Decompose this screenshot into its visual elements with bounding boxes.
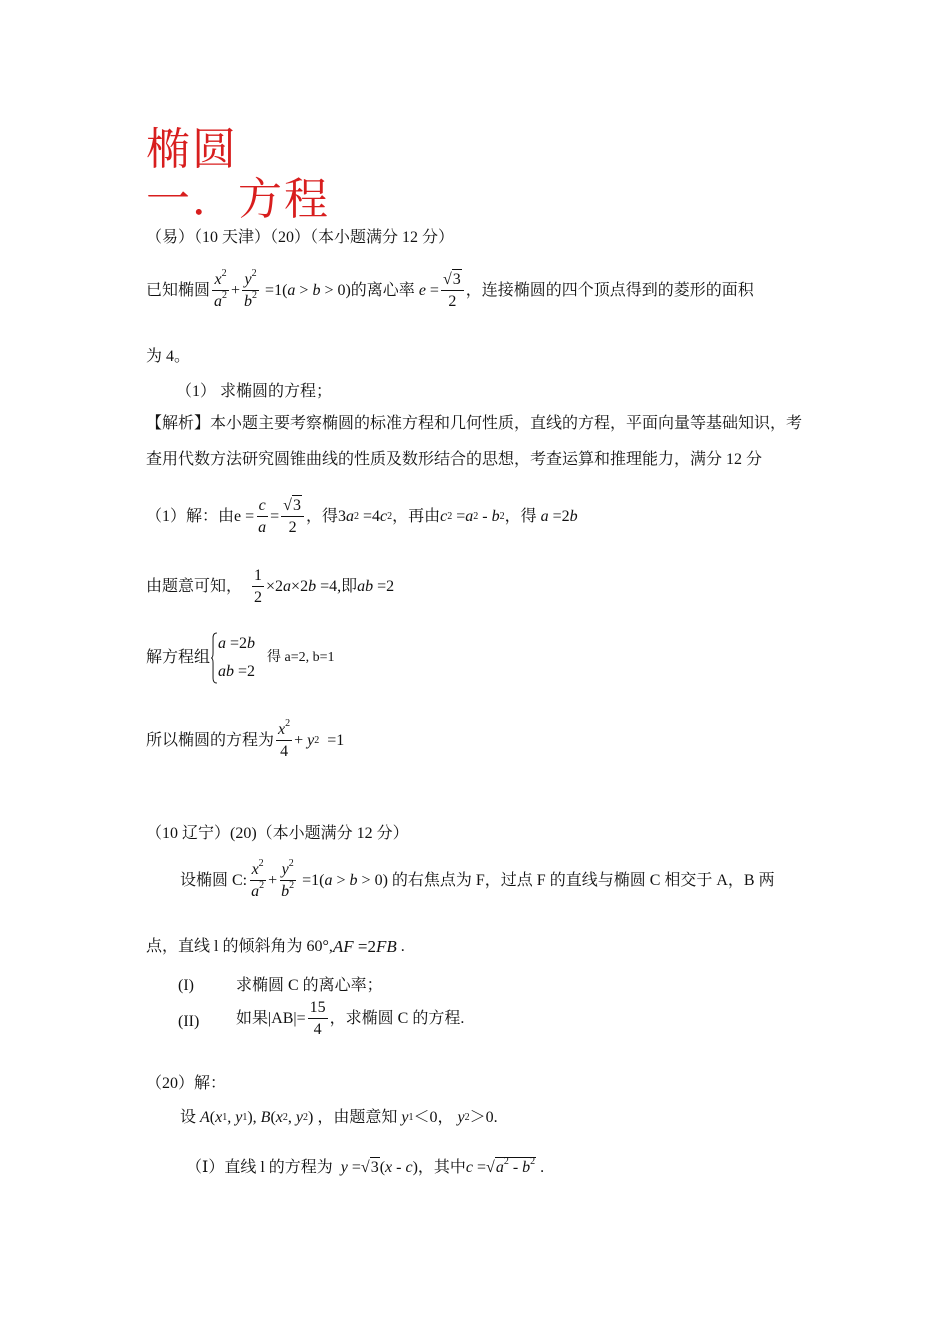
part2-prefix: 如果|AB|=: [236, 1010, 306, 1027]
p2-sol1-text1: ＜0，: [413, 1109, 454, 1126]
part2-post: ，求椭圆 C 的方程.: [329, 1010, 465, 1027]
p2-sol2-prefix: （Ⅰ）直线 l 的方程为: [186, 1159, 333, 1176]
problem2-stem: 设椭圆 C: $\frac{x^2}{a^2}$ + $\frac{y^2}{b^2}$ =1( a > b > 0) 的右焦点为 F，过点 F 的直线与椭圆 C 相交于 A，B 两: [180, 858, 775, 900]
sol2-text1: 即: [341, 578, 358, 595]
part1-label: (I): [178, 977, 194, 994]
formula-y2-b2: $\frac{y^2}{b^2}$: [244, 268, 258, 310]
left-brace-icon: [210, 632, 218, 684]
problem1-source: （易）（10 天津）（20）（本小题满分 12 分）: [146, 229, 455, 246]
problem1-stem-line2: 为 4。: [146, 348, 191, 365]
problem2-stem-line2: 点，直线 l 的倾斜角为 60°, AF =2 FB .: [146, 937, 405, 956]
p2-sol2-mid: ，其中: [417, 1159, 466, 1176]
sol1-prefix: （1）解：由: [146, 508, 235, 525]
solution2-line: 由题意可知， $\frac{1}{2}$ ×2 a ×2 b =4, 即 ab =2: [146, 567, 395, 606]
sol3-result: 得 a=2, b=1: [267, 650, 335, 665]
stem-post: ，连接椭圆的四个顶点得到的菱形的面积: [465, 282, 754, 299]
problem1-q1: （1） 求椭圆的方程；: [176, 383, 333, 400]
analysis-line1: [146, 416, 802, 432]
stem-prefix: 已知椭圆: [146, 282, 211, 299]
formula-x2-a2: $\frac{x^2}{a^2}$: [214, 268, 228, 310]
sol4-prefix: 所以椭圆的方程为: [146, 732, 275, 749]
part2-label: (II): [178, 1013, 200, 1030]
p2-sol1-mid: ，由题意知: [317, 1109, 398, 1126]
problem2-source: （10 辽宁）(20)（本小题满分 12 分）: [146, 825, 409, 842]
solution-line1: 设 A ( x 1 , y 1 ), B ( x 2 , y 2 ) ，由题意知 y 1 ＜0， y 2 ＞0.: [180, 1109, 498, 1126]
formula-sqrt3-over-2b: $\frac{√3}{2}$: [281, 498, 304, 536]
solution4-line: 所以椭圆的方程为 $\frac{x^2}{4}$ + y 2 =1: [146, 718, 345, 760]
sol3-prefix: 解方程组: [146, 649, 211, 666]
solution-head: （20）解：: [146, 1075, 227, 1092]
analysis-tag: 【解析】: [146, 415, 211, 432]
part2-text: [236, 1000, 464, 1038]
solution-line2: （Ⅰ）直线 l 的方程为 y =√3( x - c ) ，其中 c $=√a^2 - b^2$ .: [186, 1156, 545, 1176]
sol2-prefix: 由题意可知，: [146, 578, 243, 595]
problem1-stem: 已知椭圆 $\frac{x^2}{a^2}$ + $\frac{y^2}{b^2}$ =1( a > b > 0) 的离心率 e = $\frac{√3}{2}$ ，连接椭圆的四个顶点得到的菱形的面积: [146, 268, 754, 310]
p2-sol1-prefix: 设: [180, 1109, 197, 1126]
formula-y2-b2-p2: $\frac{y^2}{b^2}$: [281, 858, 295, 900]
section-title: 一．方程: [146, 175, 330, 224]
doc-title: 椭圆: [146, 125, 238, 174]
p2-sol1-text2: ＞0.: [469, 1109, 498, 1126]
formula-half: $\frac{1}{2}$: [254, 567, 263, 606]
sol1-text3: ，得: [504, 508, 537, 525]
formula-x2-over-4: $\frac{x^2}{4}$: [278, 718, 291, 760]
solution1-line: （1）解：由 e = $\frac{c}{a}$ = $\frac{√3}{2}$ ，得 3 a 2 =4 c 2 ，再由 c 2 = a 2 - b 2 ，得 a =2 b: [146, 497, 578, 536]
p2-stem-post: 的右焦点为 F，过点 F 的直线与椭圆 C 相交于 A，B 两: [391, 872, 775, 889]
sol1-text1: ，得: [305, 508, 338, 525]
stem-cond: 的离心率: [350, 282, 415, 299]
p2-stem-line2: 点，直线 l 的倾斜角为 60°,: [146, 937, 333, 955]
formula-15-over-4: $\frac{15}{4}$: [309, 999, 326, 1038]
p2-stem-prefix: 设椭圆 C:: [180, 872, 248, 889]
part1-text: 求椭圆 C 的离心率；: [236, 977, 383, 994]
formula-sqrt3-over-2: $\frac{√3}{2}$: [441, 272, 464, 310]
analysis-text-1: 本小题主要考察椭圆的标准方程和几何性质，直线的方程，平面向量等基础知识，考: [210, 415, 803, 432]
formula-x2-a2-p2: $\frac{x^2}{a^2}$: [251, 858, 265, 900]
solution3-line: [146, 632, 335, 684]
formula-c-over-a: $\frac{c}{a}$: [258, 497, 267, 536]
equation-system: a =2b ab =2: [210, 632, 255, 684]
sol1-text2: ，再由: [392, 508, 441, 525]
analysis-line2: 查用代数方法研究圆锥曲线的性质及数形结合的思想，考查运算和推理能力，满分 12 分: [146, 451, 763, 468]
